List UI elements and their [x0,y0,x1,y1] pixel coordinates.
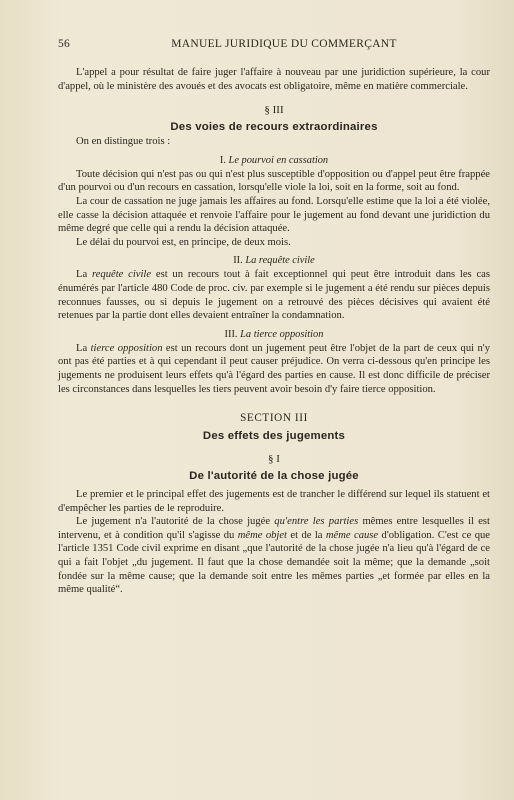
subheading-tierce [58,329,490,340]
emphasis: tierce opposition [90,342,163,354]
heading-autorite: De l'autorité de la chose jugée [189,470,359,483]
subheading-number: III. [224,328,238,340]
emphasis: même cause [325,529,379,541]
section-label: SECTION III [240,412,308,425]
emphasis: qu'entre les parties [274,516,359,528]
intro-paragraph: L'appel a pour résultat de faire juger l'affaire à nouveau par une juridiction supérieure, la cour d'appel, où le ministère des avoués et des avocats est obligatoire, même en matière commerciale. [58,67,490,92]
subheading-number: I. [219,154,226,166]
page-number: 56 [58,38,71,50]
pourvoi-paragraph-2: La cour de cassation ne juge jamais les affaires au fond. Lorsqu'elle estime que la loi a été violée, elle casse la décision attaquée et renvoie l'affaire pour le jugement au fond devant une juridiction du même degré que celle qui a rendu la décision attaquée. [58,195,490,235]
page-header [58,38,490,50]
running-title: MANUEL JURIDIQUE DU COMMERÇANT [171,38,397,50]
heading-recours-extraordinaires: Des voies de recours extraordinaires [170,121,378,134]
pourvoi-paragraph-1: Toute décision qui n'est pas ou qui n'est plus susceptible d'opposition ou d'appel peut être frappée d'un pourvoi ou d'un recours en cassation, lorsqu'elle viole la loi, soit en la forme, soit au fond. [58,168,490,194]
subheading-pourvoi [58,155,490,166]
subheading-title: La tierce opposition [240,328,324,340]
autorite-paragraph-2: Le jugement n'a l'autorité de la chose jugée qu'entre les parties mêmes entre lesquelles il est intervenu, et à condition qu'il s'agisse du même objet et de la même cause d'obligation. C'est ce que l'article 1351 Code civil exprime en disant „que l'autorité de la chose jugée n'a lieu qu'à l'égard de ce qui a fait l'objet „du jugement. Il faut que la chose demandée soit la même; que la demande „soit fondée sur la même cause; que la demande soit entre les mêmes parties „et formée par elles en la même qualité“. [58,516,490,596]
subheading-number: II. [233,255,243,267]
heading-effets-jugements: Des effets des jugements [202,430,346,443]
autorite-paragraph-1: Le premier et le principal effet des jugements est de trancher le différend sur lequel ils statuent et d'empêcher les parties de le reproduire. [58,489,490,514]
section-mark-iii: § III [264,104,284,117]
lead-paragraph: On en distingue trois : [76,136,171,148]
emphasis: requête civile [91,269,152,281]
subheading-title: Le pourvoi en cassation [228,154,329,166]
pourvoi-paragraph-3: Le délai du pourvoi est, en principe, de deux mois. [76,236,291,248]
subheading-requete [58,255,490,266]
emphasis: même objet [237,529,288,541]
requete-paragraph: La requête civile est un recours tout à fait exceptionnel qui peut être introduit dans les cas énumérés par l'article 480 Code de proc. civ. par exemple si le jugement a été rendu sur pièces depuis reconnues fausses, ou si depuis le jugement on a retrouvé des pièces décisives qui avaient été retenues par la partie dont elles devaient entraîner la condamnation. [58,269,490,322]
tierce-paragraph: La tierce opposition est un recours dont un jugement peut être l'objet de la part de ceux qui n'y ont pas été parties et à qui cependant il peut causer préjudice. On verra ci-dessous qu'en principe les jugements ne produisent leurs effets qu'à l'égard des parties en cause. Il est donc difficile de préciser les circonstances dans lesquelles les tiers peuvent avoir besoin d'y faire tierce opposition. [58,342,491,395]
subheading-title: La requête civile [245,255,315,267]
section-mark-i: § I [268,453,280,466]
